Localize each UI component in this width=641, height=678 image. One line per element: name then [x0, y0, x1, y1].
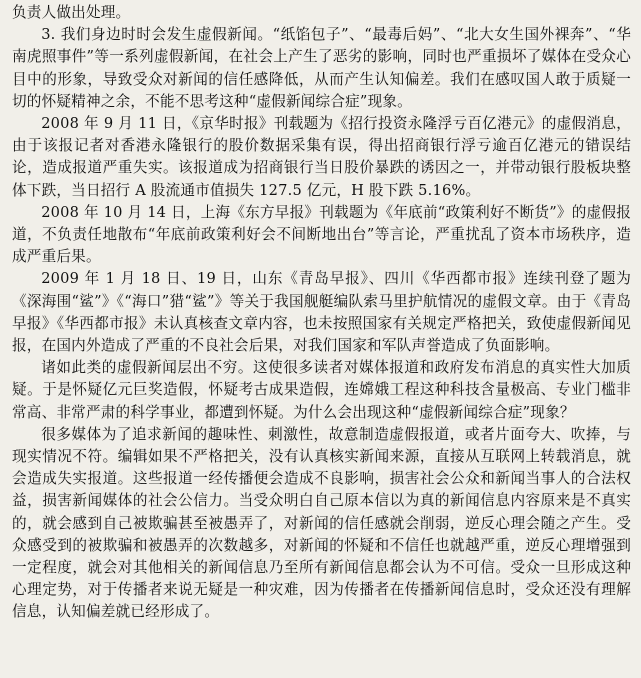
paragraph-endless-fake-news: 诸如此类的虚假新闻层出不穷。这使很多读者对媒体报道和政府发布消息的真实性大加质疑。于是怀疑亿元巨奖造假，怀疑考古成果造假，连嫦娥工程这种科技含量极高、专业门槛非常高、非常严肃的科学事业，都遭到怀疑。为什么会出现这种“虚假新闻综合症”现象？ [12, 359, 631, 421]
paragraph-qingdao-huaxi: 2009 年 1 月 18 日、19 日，山东《青岛早报》、四川《华西都市报》连续刊登了题为《深海围“鲨”》《“海口”猎“鲨”》等关于我国舰艇编队索马里护航情况的虚假文章。由于《青岛早报》《华西都市报》未认真核查文章内容，也未按照国家有关规定严格把关，致使虚假新闻见报，在国内外造成了严重的不良社会后果，对我们国家和军队声誉造成了负面影响。 [12, 270, 631, 355]
paragraph-continuation: 负责人做出处理。 [12, 4, 131, 21]
paragraph-fake-news-intro: 3. 我们身边时时会发生虚假新闻。“纸馅包子”、“最毒后妈”、“北大女生国外裸奔”、“华南虎照事件”等一系列虚假新闻，在社会上产生了恶劣的影响，同时也严重损坏了媒体在受众心目中的形象，导致受众对新闻的信任感降低，从而产生认知偏差。我们在感叹国人敢于质疑一切的怀疑精神之余，不能不思考这种“虚假新闻综合症”现象。 [12, 26, 631, 110]
paragraph-jinghua-times: 2008 年 9 月 11 日，《京华时报》刊载题为《招行投资永隆浮亏百亿港元》的虚假消息，由于该报记者对香港永隆银行的股价数据采集有误，得出招商银行浮亏逾百亿港元的错误结论，造成报道严重失实。该报道成为招商银行当日股价暴跌的诱因之一，并带动银行股板块整体下跌，当日招行 A 股流通市值损失 127.5 亿元，H 股下跌 5.16%。 [12, 115, 631, 199]
paragraph-oriental-morning-post: 2008 年 10 月 14 日，上海《东方早报》刊载题为《年底前“政策利好不断货”》的虚假报道，不负责任地散布“年底前政策利好会不间断地出台”等言论，严重扰乱了资本市场秩序，造成严重后果。 [12, 203, 631, 266]
paragraph-media-causes: 很多媒体为了追求新闻的趣味性、刺激性，故意制造虚假报道，或者片面夸大、吹捧，与现实情况不符。编辑如果不严格把关，没有认真核实新闻来源，直接从互联网上转载消息，就会造成失实报道。这些报道一经传播便会造成不良影响，损害社会公众和新闻当事人的合法权益，损害新闻媒体的社会公信力。当受众明白自己原本信以为真的新闻信息内容原来是不真实的，就会感到自己被欺骗甚至被愚弄了，对新闻的信任感就会削弱，逆反心理会随之产生。受众感受到的被欺骗和被愚弄的次数越多，对新闻的怀疑和不信任也就越严重，逆反心理增强到一定程度，就会对其他相关的新闻信息乃至所有新闻信息都会认为不可信。受众一旦形成这种心理定势，对于传播者来说无疑是一种灾难，因为传播者在传播新闻信息时，受众还没有理解信息，认知偏差就已经形成了。 [12, 425, 631, 621]
